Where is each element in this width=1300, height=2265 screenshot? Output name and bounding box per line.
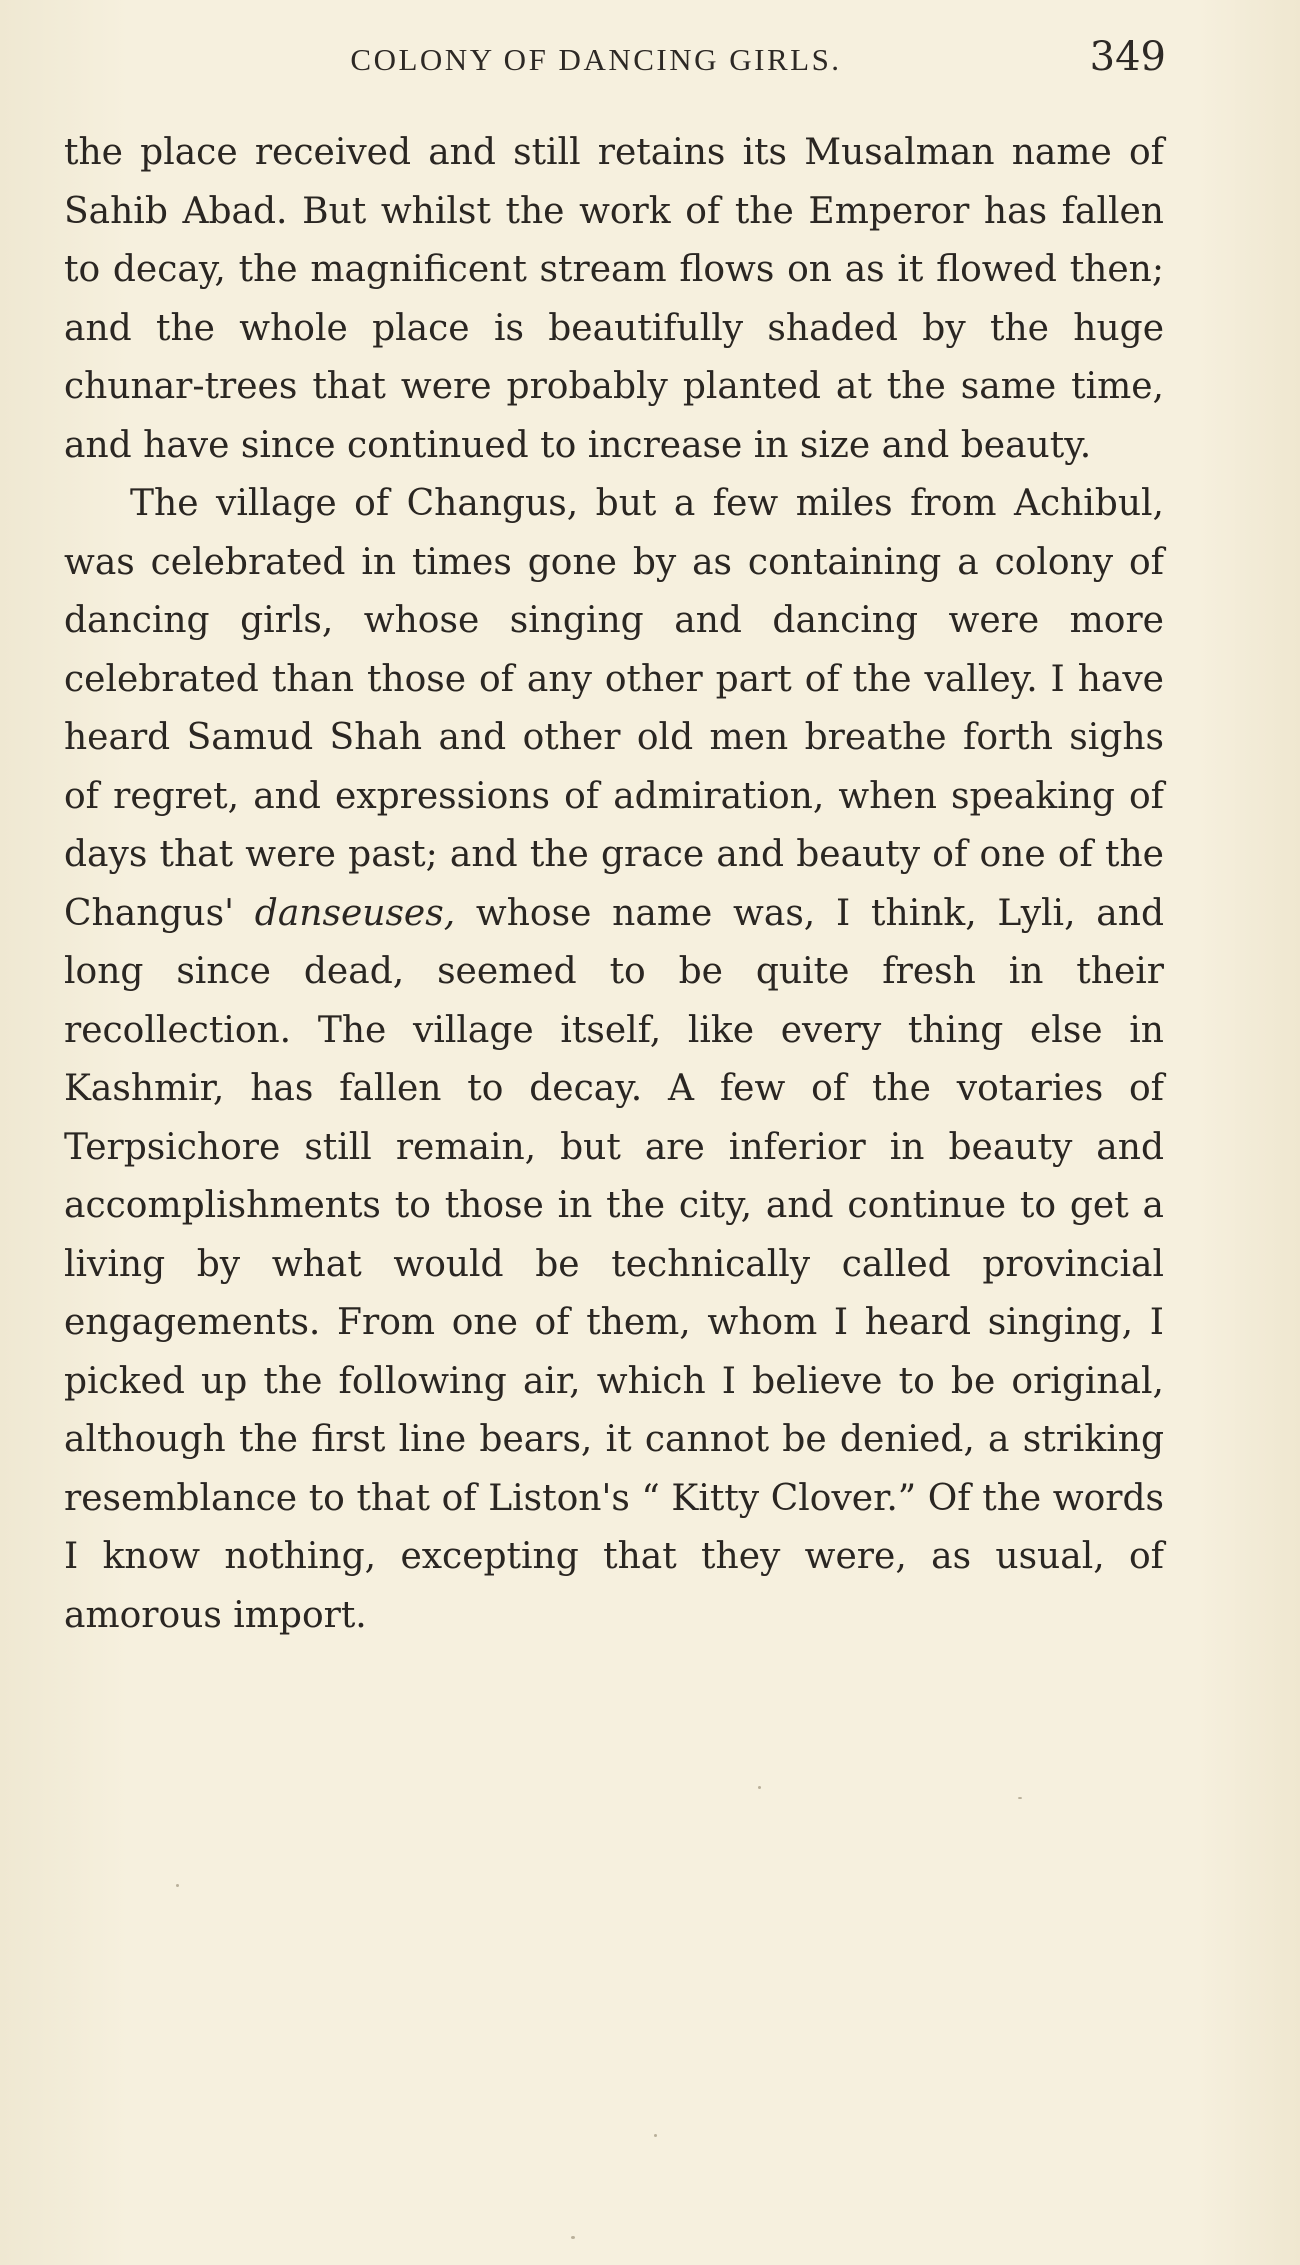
paragraph-text-before-italic: The village of Changus, but a few miles from Achibul, was celebrated in times gone by as containing a colony of dancing girls, whose singing and dancing were more celebrated than those of any other part of the valley. I have heard Samud Shah and other old men breathe forth sighs of regret, and expressions of admiration, when speaking of days that were past; and the grace and beauty of one of the Changus' (64, 483, 1164, 934)
paragraph-continuation: the place received and still retains its Musalman name of Sahib Abad. But whilst the work of the Emperor has fallen to decay, the magnificent stream flows on as it flowed then; and the whole place is beautifully shaded by the huge chunar-trees that were probably planted at the same time, and have since continued to increase in size and beauty. (64, 132, 1164, 466)
running-head (66, 34, 1166, 84)
paper-speck (571, 2236, 575, 2239)
paper-speck (176, 1884, 179, 1887)
running-title: COLONY OF DANCING GIRLS. (350, 42, 842, 77)
paper-speck (1018, 1797, 1022, 1799)
paper-speck (758, 1786, 761, 1789)
body-text (64, 124, 1164, 1645)
paragraph-changus (64, 475, 1164, 1645)
italic-word-danseuses: danseuses, (254, 892, 456, 934)
paper-speck (654, 2134, 657, 2137)
page-number: 349 (1089, 34, 1166, 80)
paragraph-text-after-italic: whose name was, I think, Lyli, and long since dead, seemed to be quite fresh in their recollection. The village itself, like every thing else in Kashmir, has fallen to decay. A few of the votaries of Terpsichore still remain, but are inferior in beauty and accomplishments to those in the city, and continue to get a living by what would be technically called provincial engagements. From one of them, whom I heard singing, I picked up the following air, which I believe to be original, although the first line bears, it cannot be denied, a striking resemblance to that of Liston's “ Kitty Clover.” Of the words I know nothing, excepting that they were, as usual, of amorous import. (64, 892, 1164, 1636)
